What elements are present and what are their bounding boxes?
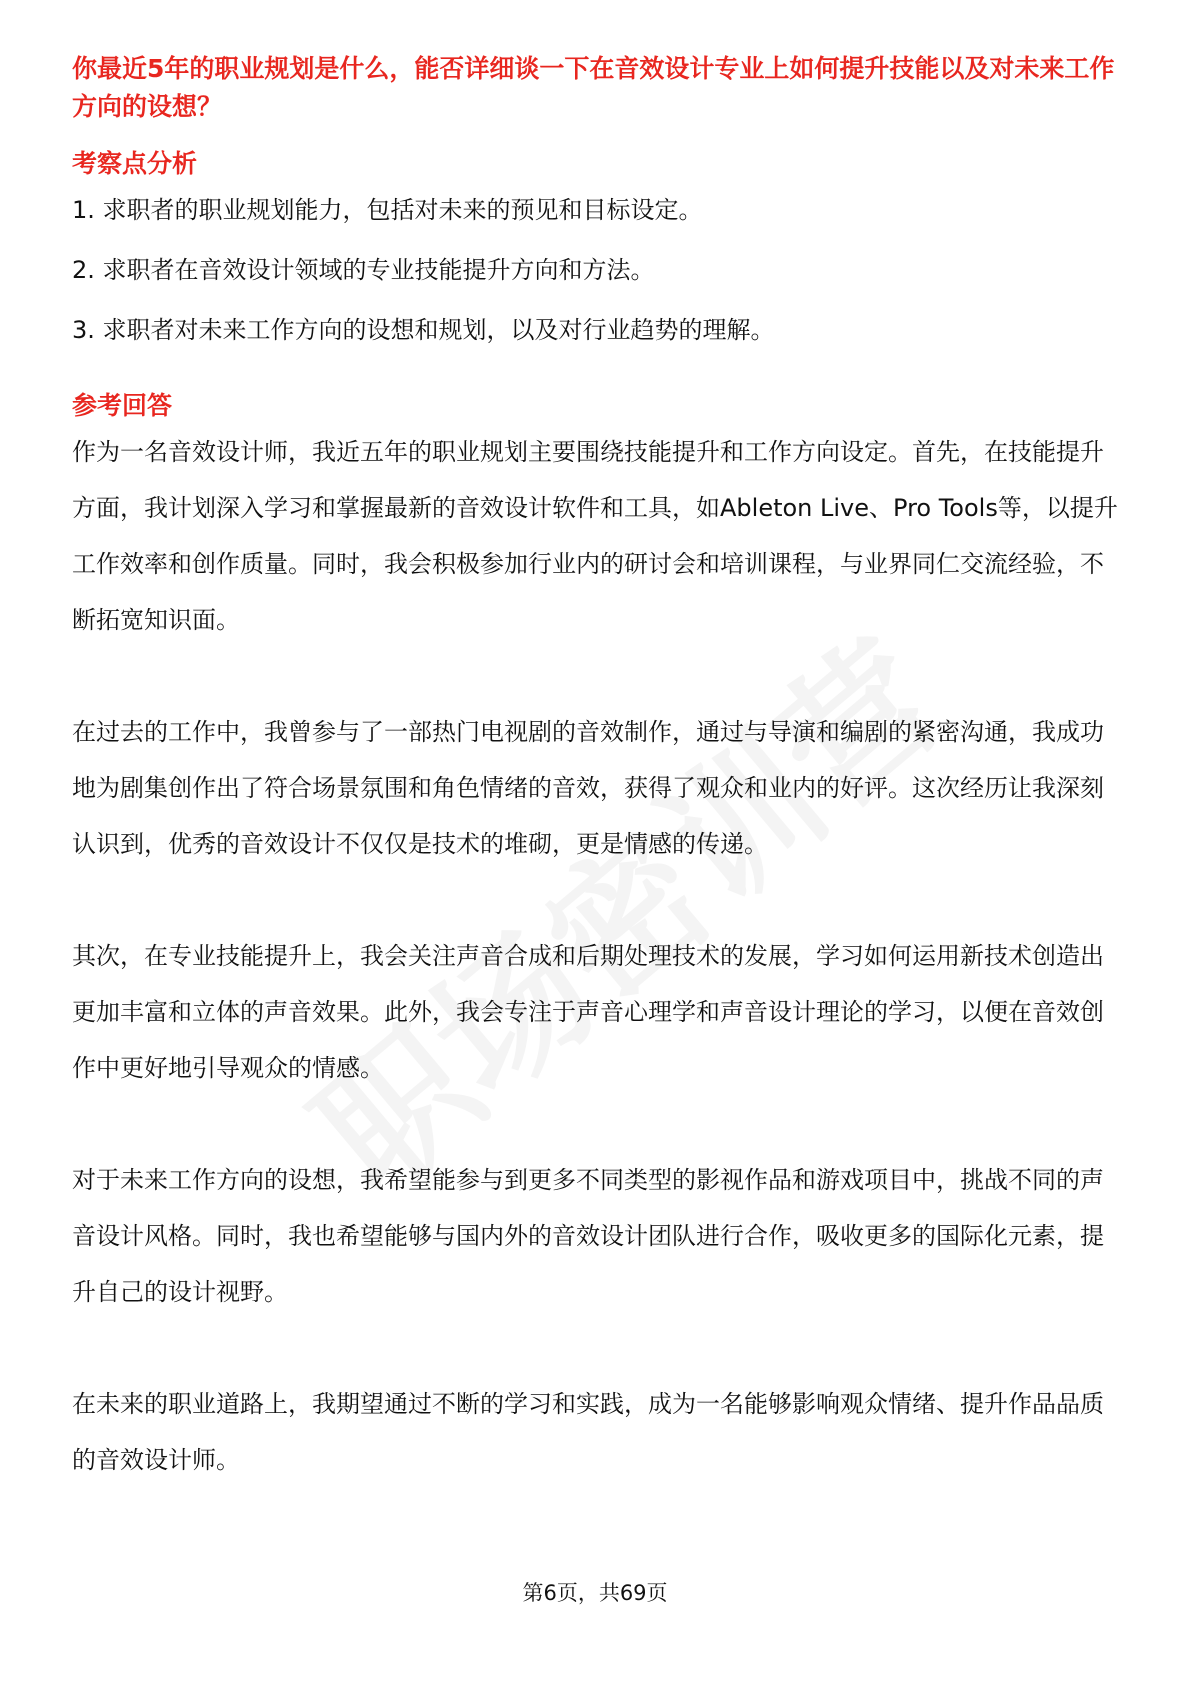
answer-paragraph: 其次，在专业技能提升上，我会关注声音合成和后期处理技术的发展，学习如何运用新技术创造出更加丰富和立体的声音效果。此外，我会专注于声音心理学和声音设计理论的学习，以便在音效创作中更好地引导观众的情感。 xyxy=(72,942,1104,1082)
analysis-title: 考察点分析 xyxy=(72,149,198,178)
page-number-footer: 第6页，共69页 xyxy=(522,1581,668,1605)
analysis-point: 2. 求职者在音效设计领域的专业技能提升方向和方法。 xyxy=(72,256,655,284)
analysis-point: 3. 求职者对未来工作方向的设想和规划，以及对行业趋势的理解。 xyxy=(72,316,775,344)
answer-paragraph: 在未来的职业道路上，我期望通过不断的学习和实践，成为一名能够影响观众情绪、提升作品品质的音效设计师。 xyxy=(72,1390,1104,1474)
answer-title: 参考回答 xyxy=(72,391,173,420)
answer-paragraph: 对于未来工作方向的设想，我希望能参与到更多不同类型的影视作品和游戏项目中，挑战不同的声音设计风格。同时，我也希望能够与国内外的音效设计团队进行合作，吸收更多的国际化元素，提升自己的设计视野。 xyxy=(72,1166,1104,1306)
analysis-point: 1. 求职者的职业规划能力，包括对未来的预见和目标设定。 xyxy=(72,196,703,224)
answer-body xyxy=(72,424,1120,1488)
analysis-points xyxy=(72,192,1120,348)
document-content xyxy=(72,50,1120,1488)
question-heading: 你最近5年的职业规划是什么，能否详细谈一下在音效设计专业上如何提升技能以及对未来工作方向的设想？ xyxy=(72,54,1115,121)
answer-paragraph: 在过去的工作中，我曾参与了一部热门电视剧的音效制作，通过与导演和编剧的紧密沟通，我成功地为剧集创作出了符合场景氛围和角色情绪的音效，获得了观众和业内的好评。这次经历让我深刻认识到，优秀的音效设计不仅仅是技术的堆砌，更是情感的传递。 xyxy=(72,718,1104,858)
answer-paragraph: 作为一名音效设计师，我近五年的职业规划主要围绕技能提升和工作方向设定。首先，在技能提升方面，我计划深入学习和掌握最新的音效设计软件和工具，如Ableton Live、Pro Tools等，以提升工作效率和创作质量。同时，我会积极参加行业内的研讨会和培训课程，与业界同仁交流经验，不断拓宽知识面。 xyxy=(72,438,1118,634)
